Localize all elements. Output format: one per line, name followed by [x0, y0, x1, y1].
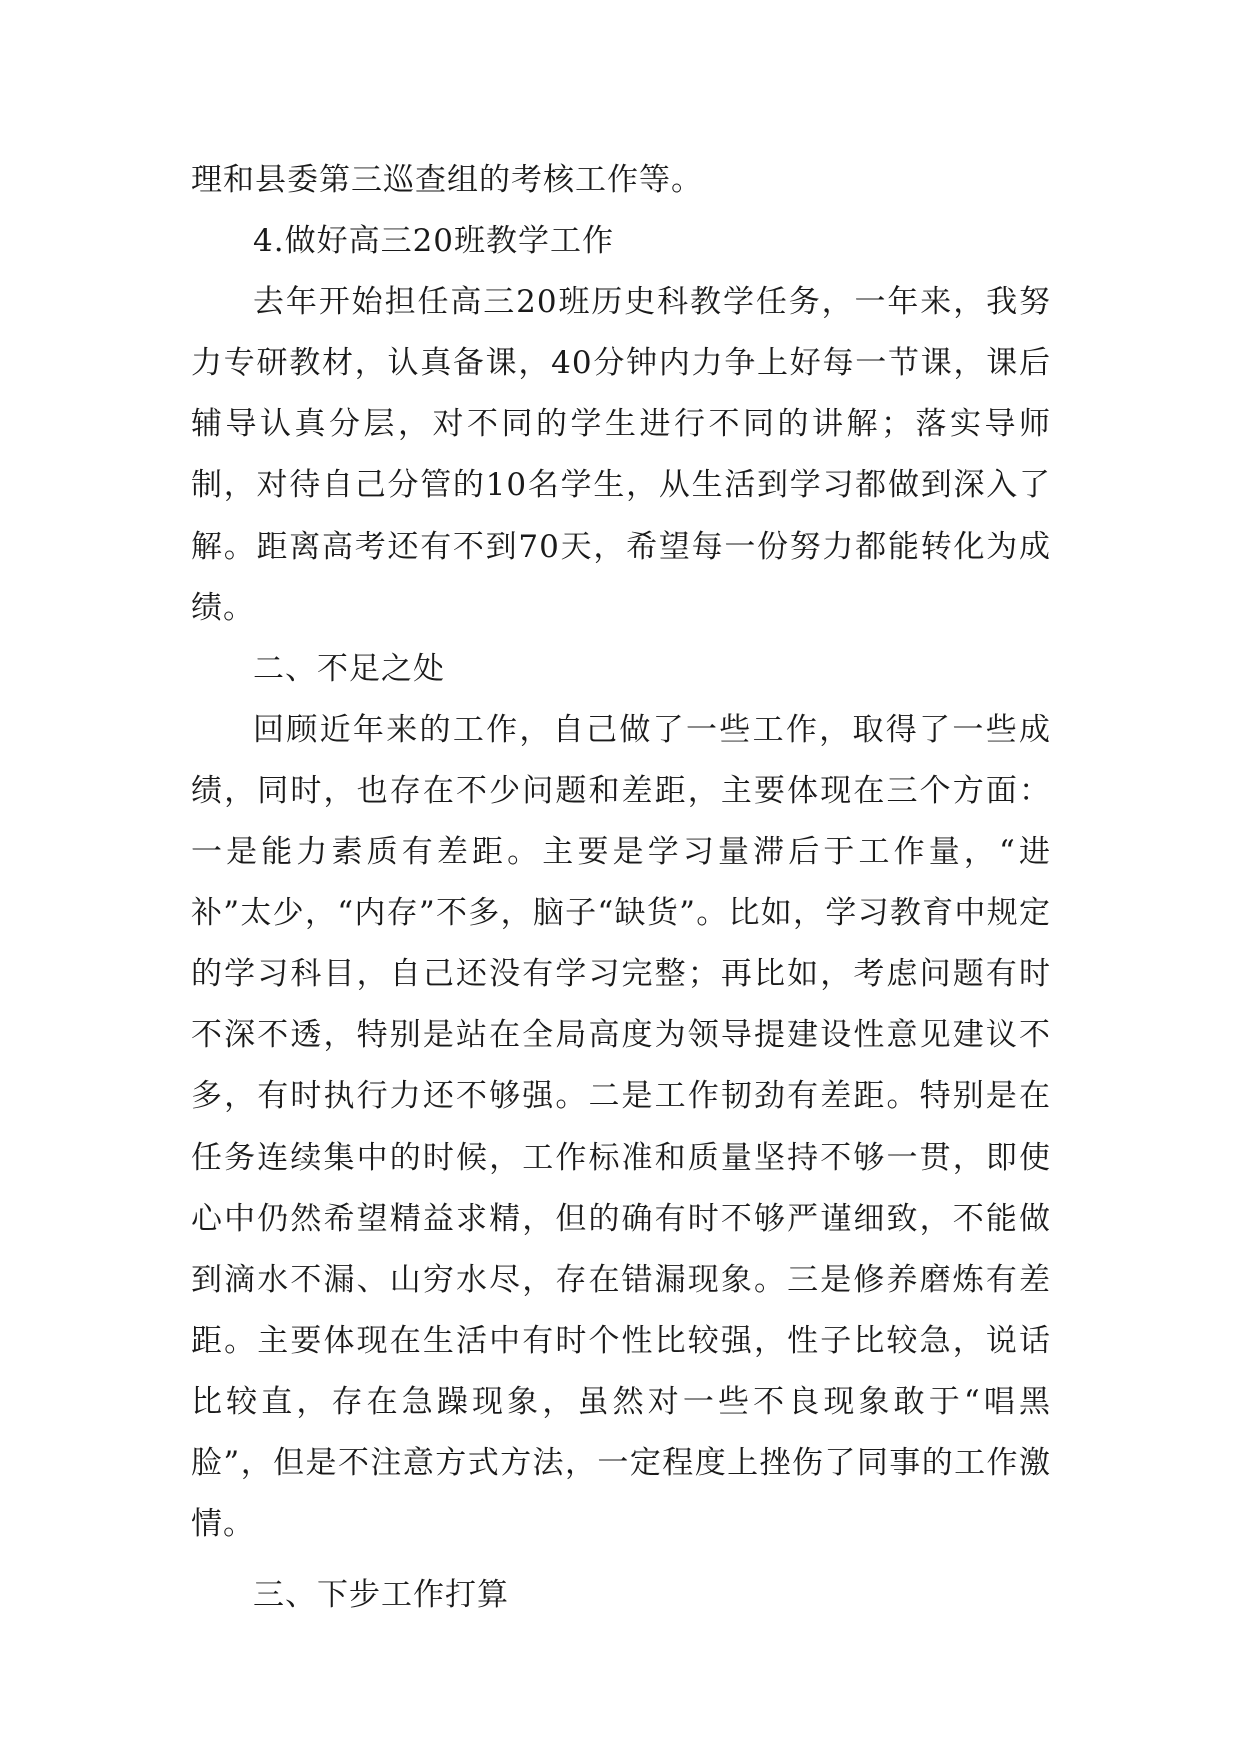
document-body [191, 150, 1051, 1626]
paragraph-teaching: 去年开始担任高三20班历史科教学任务，一年来，我努力专研教材，认真备课，40分钟内力争上好每一节课，课后辅导认真分层，对不同的学生进行不同的讲解；落实导师制，对待自己分管的10名学生，从生活到学习都做到深入了解。距离高考还有不到70天，希望每一份努力都能转化为成绩。 [191, 284, 1051, 626]
paragraph-shortcomings: 回顾近年来的工作，自己做了一些工作，取得了一些成绩，同时，也存在不少问题和差距，主要体现在三个方面：一是能力素质有差距。主要是学习量滞后于工作量，“进补”太少，“内存”不多，脑子“缺货”。比如，学习教育中规定的学习科目，自己还没有学习完整；再比如，考虑问题有时不深不透，特别是站在全局高度为领导提建设性意见建议不多，有时执行力还不够强。二是工作韧劲有差距。特别是在任务连续集中的时候，工作标准和质量坚持不够一贯，即使心中仍然希望精益求精，但的确有时不够严谨细致，不能做到滴水不漏、山穷水尽，存在错漏现象。三是修养磨炼有差距。主要体现在生活中有时个性比较强，性子比较急，说话比较直，存在急躁现象，虽然对一些不良现象敢于“唱黑脸”，但是不注意方式方法，一定程度上挫伤了同事的工作激情。 [191, 711, 1051, 1543]
heading-shortcomings: 二、不足之处 [253, 650, 445, 687]
heading-next-plan: 三、下步工作打算 [253, 1577, 509, 1614]
paragraph-continuation: 理和县委第三巡查组的考核工作等。 [191, 162, 703, 198]
subheading-teaching-work: 4.做好高三20班教学工作 [253, 223, 615, 260]
